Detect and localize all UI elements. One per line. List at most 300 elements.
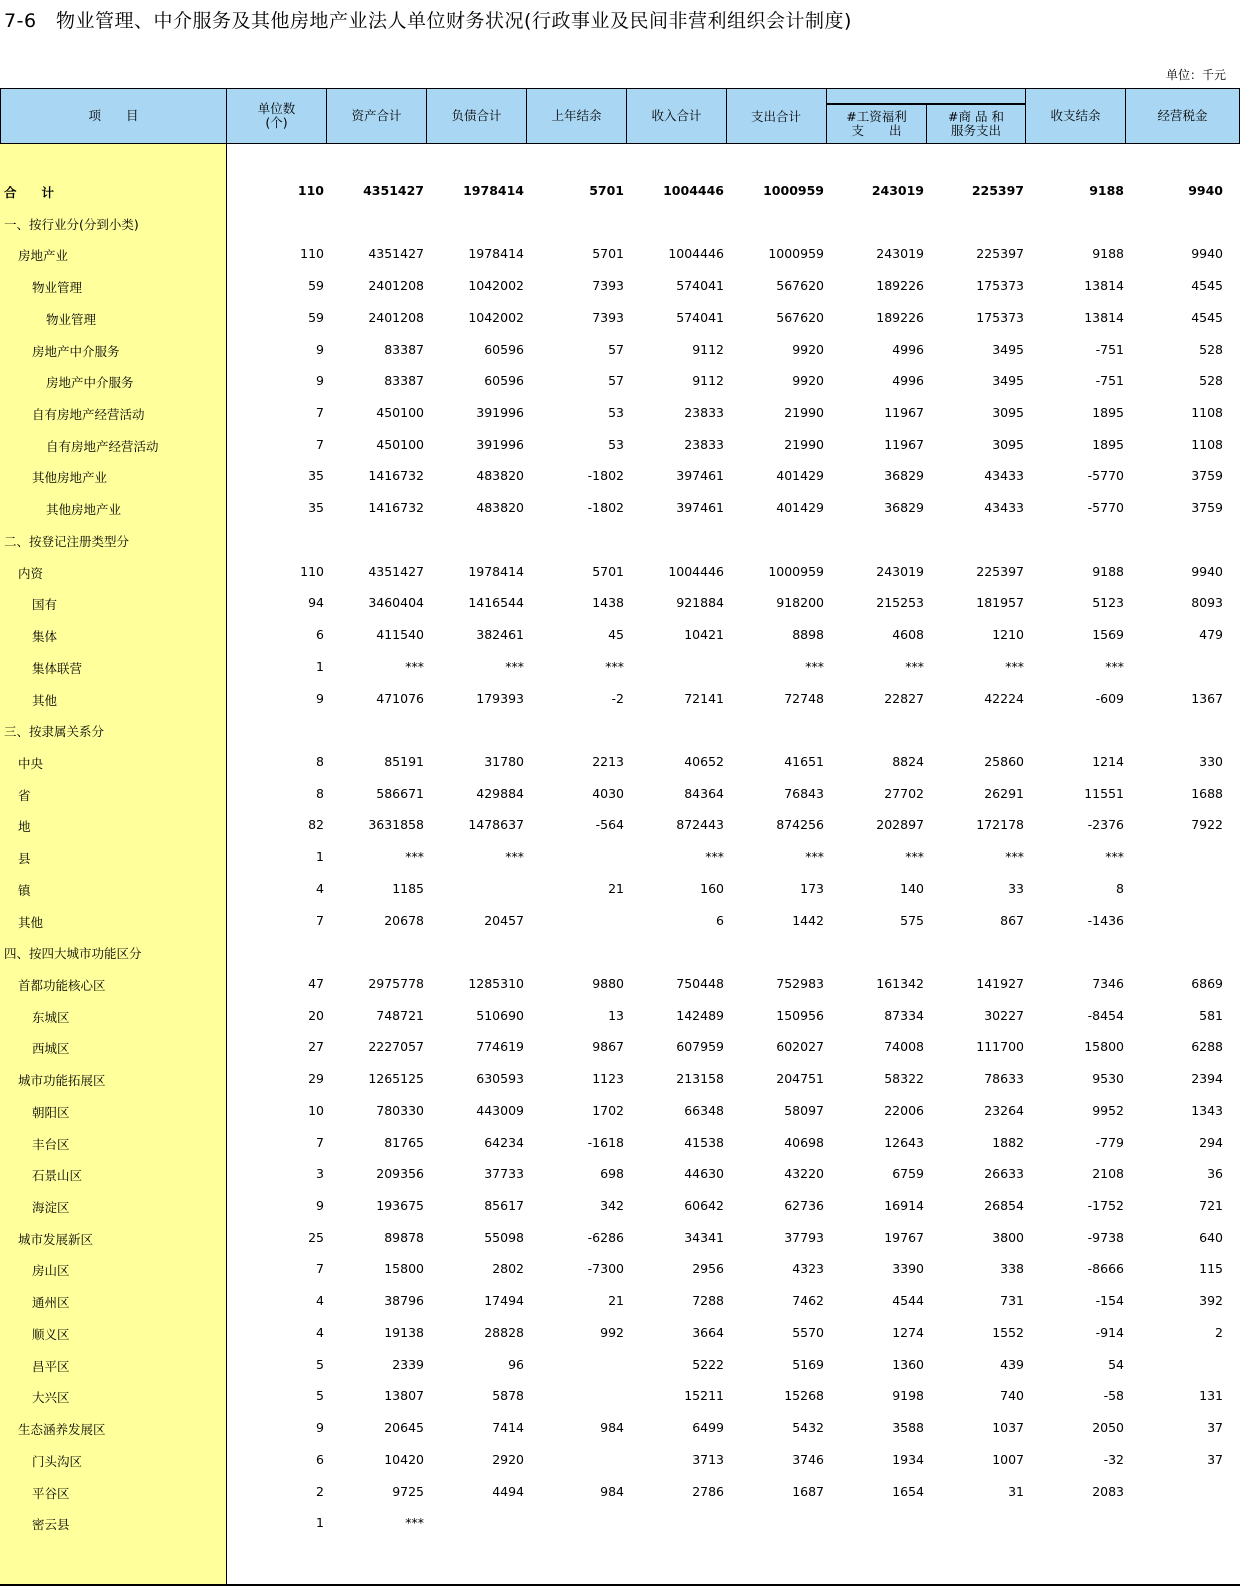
cell-net: 9188 bbox=[1092, 563, 1124, 579]
cell-expense: 1000959 bbox=[763, 183, 824, 198]
cell-income: 574041 bbox=[676, 278, 724, 294]
table-row bbox=[0, 1069, 1240, 1089]
cell-income: 397461 bbox=[676, 468, 724, 484]
cell-wages: 202897 bbox=[876, 817, 924, 833]
cell-goods: 731 bbox=[1000, 1293, 1024, 1309]
cell-income: 6499 bbox=[692, 1420, 724, 1436]
cell-assets: 2227057 bbox=[368, 1039, 424, 1055]
cell-income: 72141 bbox=[684, 690, 724, 706]
cell-income: 574041 bbox=[676, 309, 724, 325]
cell-income: 41538 bbox=[684, 1134, 724, 1150]
cell-prev-balance: 57 bbox=[608, 341, 624, 357]
table-row bbox=[0, 340, 1240, 360]
cell-tax: 115 bbox=[1199, 1261, 1223, 1277]
cell-prev-balance: 45 bbox=[608, 627, 624, 643]
cell-income: 15211 bbox=[684, 1388, 724, 1404]
row-label: 海淀区 bbox=[32, 1200, 70, 1216]
cell-goods: 26633 bbox=[984, 1166, 1024, 1182]
cell-net: -9738 bbox=[1087, 1229, 1124, 1245]
cell-goods: 23264 bbox=[984, 1102, 1024, 1118]
cell-assets: 38796 bbox=[384, 1293, 424, 1309]
cell-units: 27 bbox=[308, 1039, 324, 1055]
cell-net: -914 bbox=[1095, 1324, 1124, 1340]
cell-tax: 4545 bbox=[1191, 309, 1223, 325]
cell-liabilities: 1285310 bbox=[468, 976, 524, 991]
cell-prev-balance: 1123 bbox=[592, 1071, 624, 1087]
cell-expense: 58097 bbox=[784, 1102, 824, 1118]
cell-net: 54 bbox=[1108, 1356, 1124, 1372]
cell-wages: 3588 bbox=[892, 1420, 924, 1436]
cell-liabilities: 2802 bbox=[492, 1261, 524, 1277]
cell-expense: 40698 bbox=[784, 1134, 824, 1150]
cell-assets: 83387 bbox=[384, 341, 424, 357]
cell-prev-balance: 5701 bbox=[592, 246, 624, 262]
cell-goods: 30227 bbox=[984, 1007, 1024, 1023]
row-label: 房山区 bbox=[32, 1263, 70, 1279]
header-expense-divider bbox=[826, 88, 1026, 104]
cell-goods: 43433 bbox=[984, 468, 1024, 484]
cell-expense: 21990 bbox=[784, 436, 824, 452]
cell-assets: 450100 bbox=[376, 405, 424, 421]
cell-goods: *** bbox=[1005, 658, 1024, 674]
cell-wages: 8824 bbox=[892, 753, 924, 769]
cell-tax: 1688 bbox=[1191, 785, 1223, 801]
cell-wages: *** bbox=[905, 849, 924, 865]
cell-net: 1895 bbox=[1092, 436, 1124, 452]
cell-wages: 27702 bbox=[884, 785, 924, 801]
cell-expense: *** bbox=[805, 849, 824, 865]
table-row bbox=[0, 213, 1240, 233]
cell-units: 6 bbox=[316, 627, 324, 643]
cell-expense: 76843 bbox=[784, 785, 824, 801]
cell-tax: 37 bbox=[1207, 1420, 1223, 1436]
cell-net: *** bbox=[1105, 849, 1124, 865]
row-label: 二、按登记注册类型分 bbox=[4, 533, 130, 549]
cell-liabilities: 4494 bbox=[492, 1483, 524, 1499]
cell-net: 1569 bbox=[1092, 627, 1124, 643]
cell-goods: 867 bbox=[1000, 912, 1024, 928]
cell-assets: 209356 bbox=[376, 1166, 424, 1182]
cell-units: 4 bbox=[316, 1324, 324, 1340]
cell-goods: 225397 bbox=[976, 563, 1024, 579]
header-wages: #工资福利 支 出 bbox=[826, 104, 927, 144]
row-label: 中央 bbox=[18, 755, 44, 771]
row-label: 朝阳区 bbox=[32, 1104, 70, 1120]
cell-goods: 141927 bbox=[976, 976, 1024, 991]
cell-expense: 401429 bbox=[776, 468, 824, 484]
row-label: 省 bbox=[18, 787, 31, 803]
cell-tax: 528 bbox=[1199, 341, 1223, 357]
table-row bbox=[0, 784, 1240, 804]
cell-expense: 150956 bbox=[776, 1007, 824, 1023]
cell-income: 2786 bbox=[692, 1483, 724, 1499]
cell-tax: 1343 bbox=[1191, 1102, 1223, 1118]
cell-net: -5770 bbox=[1087, 500, 1124, 516]
cell-tax: 2394 bbox=[1191, 1071, 1223, 1087]
cell-assets: 10420 bbox=[384, 1451, 424, 1467]
cell-goods: 225397 bbox=[971, 183, 1024, 198]
cell-units: 1 bbox=[316, 1515, 324, 1531]
cell-income: 66348 bbox=[684, 1102, 724, 1118]
cell-goods: 338 bbox=[1000, 1261, 1024, 1277]
cell-wages: 1360 bbox=[892, 1356, 924, 1372]
cell-income: 34341 bbox=[684, 1229, 724, 1245]
cell-units: 5 bbox=[316, 1356, 324, 1372]
cell-liabilities: 37733 bbox=[484, 1166, 524, 1182]
cell-income: 397461 bbox=[676, 500, 724, 516]
cell-units: 20 bbox=[308, 1007, 324, 1023]
header-tax: 经营税金 bbox=[1125, 88, 1240, 144]
cell-assets: 4351427 bbox=[363, 183, 424, 198]
row-label: 三、按隶属关系分 bbox=[4, 724, 105, 740]
cell-assets: 2339 bbox=[392, 1356, 424, 1372]
cell-income: 84364 bbox=[684, 785, 724, 801]
cell-goods: 3495 bbox=[992, 341, 1024, 357]
cell-liabilities: 1478637 bbox=[468, 817, 524, 833]
table-row bbox=[0, 371, 1240, 391]
cell-wages: 1654 bbox=[892, 1483, 924, 1499]
cell-income: 213158 bbox=[676, 1071, 724, 1087]
cell-liabilities: 1978414 bbox=[468, 563, 524, 579]
row-label: 集体联营 bbox=[32, 660, 83, 676]
header-assets: 资产合计 bbox=[326, 88, 427, 144]
header-income: 收入合计 bbox=[626, 88, 727, 144]
row-label: 自有房地产经营活动 bbox=[46, 438, 159, 454]
cell-liabilities: 774619 bbox=[476, 1039, 524, 1055]
cell-assets: *** bbox=[405, 1515, 424, 1531]
row-label: 地 bbox=[18, 819, 31, 835]
cell-prev-balance: 21 bbox=[608, 1293, 624, 1309]
cell-prev-balance: *** bbox=[605, 658, 624, 674]
table-row bbox=[0, 847, 1240, 867]
table-row bbox=[0, 1450, 1240, 1470]
cell-units: 6 bbox=[316, 1451, 324, 1467]
cell-net: -58 bbox=[1103, 1388, 1124, 1404]
cell-assets: *** bbox=[405, 849, 424, 865]
cell-tax: 330 bbox=[1199, 753, 1223, 769]
table-row bbox=[0, 689, 1240, 709]
row-label: 昌平区 bbox=[32, 1358, 70, 1374]
cell-tax: 8093 bbox=[1191, 595, 1223, 611]
cell-units: 1 bbox=[316, 658, 324, 674]
cell-prev-balance: 13 bbox=[608, 1007, 624, 1023]
cell-expense: 5432 bbox=[792, 1420, 824, 1436]
cell-units: 7 bbox=[316, 1261, 324, 1277]
row-label: 国有 bbox=[32, 597, 58, 613]
cell-assets: 3631858 bbox=[368, 817, 424, 833]
cell-liabilities: *** bbox=[505, 658, 524, 674]
header-expense-label: 支出合计 bbox=[750, 109, 801, 124]
cell-tax: 1108 bbox=[1191, 405, 1223, 421]
row-label: 自有房地产经营活动 bbox=[32, 407, 145, 423]
cell-income: 2956 bbox=[692, 1261, 724, 1277]
cell-assets: 4351427 bbox=[368, 246, 424, 262]
cell-units: 10 bbox=[308, 1102, 324, 1118]
cell-units: 7 bbox=[316, 405, 324, 421]
cell-liabilities: 55098 bbox=[484, 1229, 524, 1245]
table-row bbox=[0, 1323, 1240, 1343]
cell-net: 9530 bbox=[1092, 1071, 1124, 1087]
cell-units: 8 bbox=[316, 785, 324, 801]
cell-units: 110 bbox=[300, 246, 324, 262]
cell-expense: 62736 bbox=[784, 1198, 824, 1214]
cell-units: 9 bbox=[316, 1420, 324, 1436]
cell-wages: 1274 bbox=[892, 1324, 924, 1340]
cell-tax: 131 bbox=[1199, 1388, 1223, 1404]
cell-prev-balance: 57 bbox=[608, 373, 624, 389]
row-label: 生态涵养发展区 bbox=[18, 1422, 106, 1438]
row-label: 物业管理 bbox=[32, 280, 83, 296]
cell-net: 2050 bbox=[1092, 1420, 1124, 1436]
cell-income: 1004446 bbox=[663, 183, 724, 198]
table-row bbox=[0, 974, 1240, 994]
cell-wages: 22006 bbox=[884, 1102, 924, 1118]
cell-units: 7 bbox=[316, 1134, 324, 1150]
cell-net: 2083 bbox=[1092, 1483, 1124, 1499]
table-row bbox=[0, 752, 1240, 772]
header-goods: #商 品 和 服务支出 bbox=[926, 104, 1026, 144]
cell-units: 29 bbox=[308, 1071, 324, 1087]
cell-assets: 450100 bbox=[376, 436, 424, 452]
cell-tax: 4545 bbox=[1191, 278, 1223, 294]
cell-goods: 111700 bbox=[976, 1039, 1024, 1055]
table-row bbox=[0, 1355, 1240, 1375]
cell-income: 40652 bbox=[684, 753, 724, 769]
table-row bbox=[0, 657, 1240, 677]
cell-wages: 4996 bbox=[892, 341, 924, 357]
cell-net: -32 bbox=[1103, 1451, 1124, 1467]
cell-liabilities: 1042002 bbox=[468, 309, 524, 325]
cell-tax: 9940 bbox=[1191, 246, 1223, 262]
cell-goods: 3095 bbox=[992, 436, 1024, 452]
cell-units: 82 bbox=[308, 817, 324, 833]
cell-liabilities: 28828 bbox=[484, 1324, 524, 1340]
table-row bbox=[0, 1133, 1240, 1153]
cell-goods: 181957 bbox=[976, 595, 1024, 611]
cell-expense: 8898 bbox=[792, 627, 824, 643]
row-label: 合 计 bbox=[4, 185, 55, 200]
cell-prev-balance: 9880 bbox=[592, 976, 624, 991]
cell-expense: 602027 bbox=[776, 1039, 824, 1055]
cell-net: 11551 bbox=[1084, 785, 1124, 801]
cell-prev-balance: -1802 bbox=[587, 500, 624, 516]
cell-expense: 567620 bbox=[776, 309, 824, 325]
row-label: 密云县 bbox=[32, 1517, 70, 1533]
cell-units: 35 bbox=[308, 500, 324, 516]
cell-prev-balance: 984 bbox=[600, 1483, 624, 1499]
cell-wages: 87334 bbox=[884, 1007, 924, 1023]
table-row bbox=[0, 593, 1240, 613]
cell-goods: 3495 bbox=[992, 373, 1024, 389]
cell-income: 23833 bbox=[684, 436, 724, 452]
cell-expense: 3746 bbox=[792, 1451, 824, 1467]
cell-liabilities: 429884 bbox=[476, 785, 524, 801]
cell-tax: 9940 bbox=[1191, 563, 1223, 579]
table-row bbox=[0, 244, 1240, 264]
cell-wages: 4996 bbox=[892, 373, 924, 389]
cell-goods: 33 bbox=[1008, 880, 1024, 896]
cell-wages: 140 bbox=[900, 880, 924, 896]
cell-income: 921884 bbox=[676, 595, 724, 611]
table-row bbox=[0, 1006, 1240, 1026]
cell-expense: 21990 bbox=[784, 405, 824, 421]
cell-expense: *** bbox=[805, 658, 824, 674]
cell-net: 2108 bbox=[1092, 1166, 1124, 1182]
cell-assets: 193675 bbox=[376, 1198, 424, 1214]
row-label: 通州区 bbox=[32, 1295, 70, 1311]
cell-tax: 1367 bbox=[1191, 690, 1223, 706]
cell-expense: 1000959 bbox=[768, 246, 824, 262]
cell-units: 110 bbox=[300, 563, 324, 579]
table-row bbox=[0, 1101, 1240, 1121]
cell-expense: 173 bbox=[800, 880, 824, 896]
cell-tax: 479 bbox=[1199, 627, 1223, 643]
cell-liabilities: 382461 bbox=[476, 627, 524, 643]
cell-wages: 58322 bbox=[884, 1071, 924, 1087]
cell-prev-balance: 9867 bbox=[592, 1039, 624, 1055]
cell-goods: 78633 bbox=[984, 1071, 1024, 1087]
cell-income: 44630 bbox=[684, 1166, 724, 1182]
table-row bbox=[0, 625, 1240, 645]
cell-units: 7 bbox=[316, 436, 324, 452]
cell-wages: 243019 bbox=[871, 183, 924, 198]
cell-liabilities: 630593 bbox=[476, 1071, 524, 1087]
cell-assets: 15800 bbox=[384, 1261, 424, 1277]
table-row bbox=[0, 1291, 1240, 1311]
row-label: 其他房地产业 bbox=[46, 502, 122, 518]
cell-tax: 721 bbox=[1199, 1198, 1223, 1214]
cell-assets: 1185 bbox=[392, 880, 424, 896]
cell-units: 4 bbox=[316, 880, 324, 896]
cell-tax: 6288 bbox=[1191, 1039, 1223, 1055]
cell-income: 1004446 bbox=[668, 246, 724, 262]
row-label: 物业管理 bbox=[46, 311, 97, 327]
row-label: 一、按行业分(分到小类) bbox=[4, 216, 139, 232]
header-liabilities: 负债合计 bbox=[426, 88, 527, 144]
row-label: 房地产业 bbox=[18, 248, 69, 264]
cell-wages: 12643 bbox=[884, 1134, 924, 1150]
cell-tax: 6869 bbox=[1191, 976, 1223, 991]
cell-goods: 1552 bbox=[992, 1324, 1024, 1340]
cell-wages: 243019 bbox=[876, 246, 924, 262]
cell-expense: 72748 bbox=[784, 690, 824, 706]
cell-wages: 16914 bbox=[884, 1198, 924, 1214]
table-row bbox=[0, 1386, 1240, 1406]
cell-expense: 43220 bbox=[784, 1166, 824, 1182]
cell-prev-balance: 1438 bbox=[592, 595, 624, 611]
cell-goods: 1007 bbox=[992, 1451, 1024, 1467]
cell-goods: 175373 bbox=[976, 278, 1024, 294]
cell-liabilities: 60596 bbox=[484, 373, 524, 389]
cell-liabilities: 20457 bbox=[484, 912, 524, 928]
cell-wages: 4544 bbox=[892, 1293, 924, 1309]
cell-net: -5770 bbox=[1087, 468, 1124, 484]
cell-goods: 225397 bbox=[976, 246, 1024, 262]
cell-income: *** bbox=[705, 849, 724, 865]
cell-prev-balance: -7300 bbox=[587, 1261, 624, 1277]
table-row bbox=[0, 879, 1240, 899]
cell-units: 4 bbox=[316, 1293, 324, 1309]
cell-units: 9 bbox=[316, 690, 324, 706]
cell-income: 160 bbox=[700, 880, 724, 896]
cell-wages: 3390 bbox=[892, 1261, 924, 1277]
data-table bbox=[0, 88, 1240, 1586]
cell-assets: 83387 bbox=[384, 373, 424, 389]
cell-expense: 4323 bbox=[792, 1261, 824, 1277]
cell-assets: 2401208 bbox=[368, 309, 424, 325]
table-row bbox=[0, 435, 1240, 455]
cell-prev-balance: 21 bbox=[608, 880, 624, 896]
row-label: 石景山区 bbox=[32, 1168, 83, 1184]
table-row bbox=[0, 181, 1240, 201]
cell-net: 13814 bbox=[1084, 309, 1124, 325]
cell-net: 1214 bbox=[1092, 753, 1124, 769]
cell-liabilities: 483820 bbox=[476, 468, 524, 484]
cell-expense: 918200 bbox=[776, 595, 824, 611]
row-label: 西城区 bbox=[32, 1041, 70, 1057]
cell-income: 3664 bbox=[692, 1324, 724, 1340]
cell-net: 1895 bbox=[1092, 405, 1124, 421]
cell-goods: 1882 bbox=[992, 1134, 1024, 1150]
cell-assets: 1416732 bbox=[368, 468, 424, 484]
table-row bbox=[0, 276, 1240, 296]
cell-prev-balance: 1702 bbox=[592, 1102, 624, 1118]
header-item: 项 目 bbox=[0, 88, 227, 144]
cell-income: 9112 bbox=[692, 341, 724, 357]
cell-prev-balance: 342 bbox=[600, 1198, 624, 1214]
cell-assets: 20678 bbox=[384, 912, 424, 928]
header-prev-balance: 上年结余 bbox=[526, 88, 627, 144]
cell-wages: 1934 bbox=[892, 1451, 924, 1467]
cell-wages: *** bbox=[905, 658, 924, 674]
cell-tax: 640 bbox=[1199, 1229, 1223, 1245]
cell-units: 8 bbox=[316, 753, 324, 769]
cell-tax: 1108 bbox=[1191, 436, 1223, 452]
cell-income: 10421 bbox=[684, 627, 724, 643]
cell-liabilities: 7414 bbox=[492, 1420, 524, 1436]
cell-prev-balance: 698 bbox=[600, 1166, 624, 1182]
cell-tax: 37 bbox=[1207, 1451, 1223, 1467]
cell-wages: 6759 bbox=[892, 1166, 924, 1182]
cell-assets: 1265125 bbox=[368, 1071, 424, 1087]
cell-expense: 37793 bbox=[784, 1229, 824, 1245]
cell-net: 5123 bbox=[1092, 595, 1124, 611]
cell-expense: 9920 bbox=[792, 373, 824, 389]
cell-net: -8666 bbox=[1087, 1261, 1124, 1277]
cell-assets: 748721 bbox=[376, 1007, 424, 1023]
cell-net: 9952 bbox=[1092, 1102, 1124, 1118]
cell-assets: 1416732 bbox=[368, 500, 424, 516]
cell-units: 59 bbox=[308, 309, 324, 325]
cell-liabilities: 391996 bbox=[476, 405, 524, 421]
cell-liabilities: 443009 bbox=[476, 1102, 524, 1118]
cell-net: -1752 bbox=[1087, 1198, 1124, 1214]
cell-assets: 4351427 bbox=[368, 563, 424, 579]
row-label: 城市功能拓展区 bbox=[18, 1073, 106, 1089]
cell-goods: 26291 bbox=[984, 785, 1024, 801]
table-row bbox=[0, 498, 1240, 518]
cell-goods: 175373 bbox=[976, 309, 1024, 325]
cell-net: *** bbox=[1105, 658, 1124, 674]
cell-wages: 11967 bbox=[884, 436, 924, 452]
cell-goods: 1037 bbox=[992, 1420, 1024, 1436]
cell-tax: 294 bbox=[1199, 1134, 1223, 1150]
cell-expense: 567620 bbox=[776, 278, 824, 294]
page-title: 7-6 物业管理、中介服务及其他房地产业法人单位财务状况(行政事业及民间非营利组织会计制度) bbox=[4, 10, 852, 32]
row-label: 其他 bbox=[18, 914, 44, 930]
cell-prev-balance: 7393 bbox=[592, 278, 624, 294]
cell-wages: 189226 bbox=[876, 278, 924, 294]
